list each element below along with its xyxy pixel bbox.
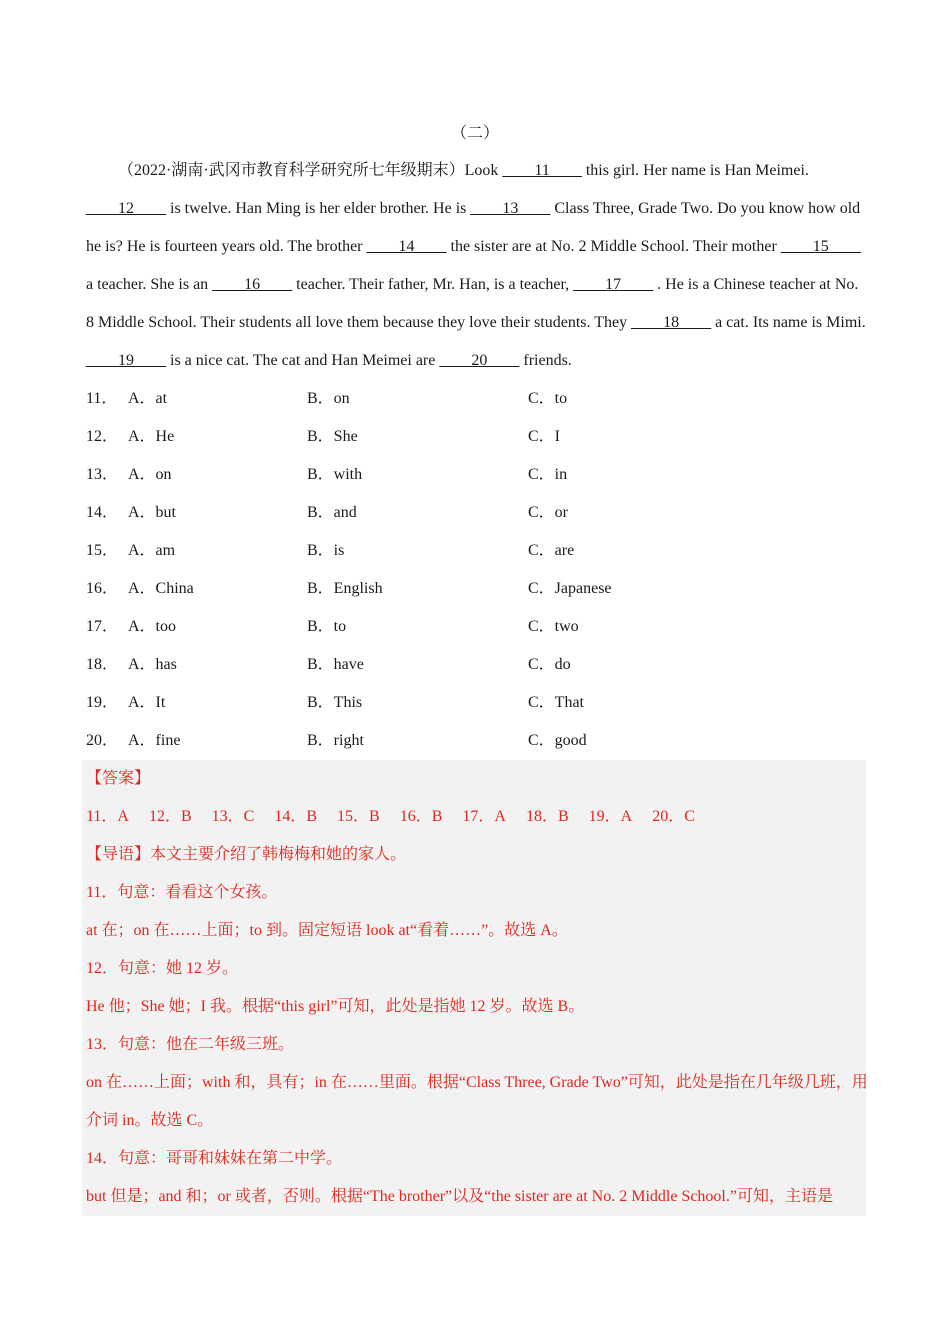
passage-text: a cat. Its name is Mimi. [711,314,866,331]
passage-text: （2022·湖南·武冈市教育科学研究所七年级期末）Look [118,162,503,179]
option-c: C．That [528,694,584,711]
question-number: 12． [86,428,119,445]
answer-key: 13．C [211,808,255,825]
question-row [86,418,866,456]
option-c: C．are [528,542,575,559]
explanation-12-meaning: 12．句意：她 12 岁。 [86,960,239,977]
explanation-14-meaning: 14．句意：哥哥和妹妹在第二中学。 [86,1150,343,1167]
option-a: A．too [128,618,177,635]
option-a: A．but [128,504,177,521]
question-number: 19． [86,694,119,711]
blank-18: ____18____ [631,314,712,331]
cloze-passage [86,152,866,380]
option-b: B．to [307,618,347,635]
option-b: B．with [307,466,363,483]
question-row [86,722,866,760]
answer-key: 19．A [588,808,633,825]
passage-paragraph [86,152,866,380]
blank-17: ____17____ [573,276,654,293]
option-a: A．on [128,466,172,483]
explanation-11-analysis: at 在；on 在……上面；to 到。固定短语 look at“看着……”。故选 A。 [86,922,568,939]
blank-15: ____15____ [780,238,861,255]
option-b: B．This [307,694,363,711]
answer-key: 18．B [525,808,569,825]
blank-11: ____11____ [502,162,582,179]
question-row [86,570,866,608]
option-b: B．is [307,542,345,559]
answer-key: 15．B [337,808,380,825]
option-b: B．English [307,580,383,597]
blank-13: ____13____ [470,200,551,217]
question-row [86,494,866,532]
question-number: 18． [86,656,119,673]
question-row [86,456,866,494]
question-row [86,646,866,684]
option-c: C．to [528,390,568,407]
option-a: A．am [128,542,176,559]
answer-key: 11．A [86,808,129,825]
answer-key: 17．A [462,808,506,825]
option-b: B．She [307,428,358,445]
answer-key: 20．C [652,808,695,825]
blank-14: ____14____ [366,238,447,255]
explanation-12-analysis: He 他；She 她；I 我。根据“this girl”可知，此处是指她 12 岁。故选 B。 [86,998,585,1015]
question-number: 15． [86,542,119,559]
option-c: C．or [528,504,569,521]
section-title: （二） [450,125,499,142]
passage-text: a teacher. She is an [86,276,213,293]
explanation-13-meaning: 13．句意：他在二年级三班。 [86,1036,295,1053]
explanation-14-analysis: but 但是；and 和；or 或者，否则。根据“The brother”以及“the sister are at No. 2 Middle School.”可知，主语是 [86,1188,833,1205]
option-a: A．at [128,390,168,407]
passage-text: is twelve. Han Ming is her elder brother. He is [166,200,471,217]
option-a: A．China [128,580,194,597]
question-number: 14． [86,504,119,521]
option-b: B．and [307,504,357,521]
answer-keys [86,798,868,836]
passage-text: this girl. Her name is Han Meimei. [581,162,809,179]
question-row [86,684,866,722]
blank-12: ____12____ [86,200,166,217]
answer-key: 14．B [274,808,318,825]
option-c: C．Japanese [528,580,612,597]
question-number: 17． [86,618,119,635]
blank-19: ____19____ [86,352,166,369]
blank-16: ____16____ [212,276,293,293]
question-options [86,380,866,760]
answer-key: 12．B [148,808,192,825]
question-number: 11． [86,390,118,407]
passage-text: . He is a Chinese teacher at No. 8 Middle School. Their students all love them because they love their students. They [86,276,859,331]
answer-intro: 【导语】本文主要介绍了韩梅梅和她的家人。 [86,846,407,863]
option-c: C．two [528,618,579,635]
option-c: C．I [528,428,561,445]
option-b: B．have [307,656,364,673]
option-a: A．fine [128,732,181,749]
option-a: A．has [128,656,177,673]
question-number: 20． [86,732,119,749]
passage-text: friends. [519,352,572,369]
question-number: 16． [86,580,119,597]
answer-key: 16．B [399,808,443,825]
option-b: B．on [307,390,350,407]
passage-text: teacher. Their father, Mr. Han, is a teacher, [292,276,574,293]
option-c: C．good [528,732,587,749]
question-row [86,532,866,570]
passage-text: the sister are at No. 2 Middle School. Their mother [446,238,781,255]
passage-text: Class Three, Grade Two. Do you know how old he is? He is fourteen years old. The brother [86,200,861,255]
option-c: C．in [528,466,568,483]
question-number: 13． [86,466,119,483]
question-row [86,608,866,646]
explanation-13-analysis: on 在……上面；with 和，具有；in 在……里面。根据“Class Three, Grade Two”可知，此处是指在几年级几班，用介词 in。故选 C。 [86,1074,868,1129]
explanation-11-meaning: 11．句意：看看这个女孩。 [86,884,278,901]
option-c: C．do [528,656,571,673]
option-a: A．He [128,428,175,445]
blank-20: ____20____ [439,352,520,369]
answer-heading: 【答案】 [86,770,151,787]
question-row [86,380,866,418]
option-b: B．right [307,732,364,749]
passage-text: is a nice cat. The cat and Han Meimei are [166,352,440,369]
option-a: A．It [128,694,166,711]
